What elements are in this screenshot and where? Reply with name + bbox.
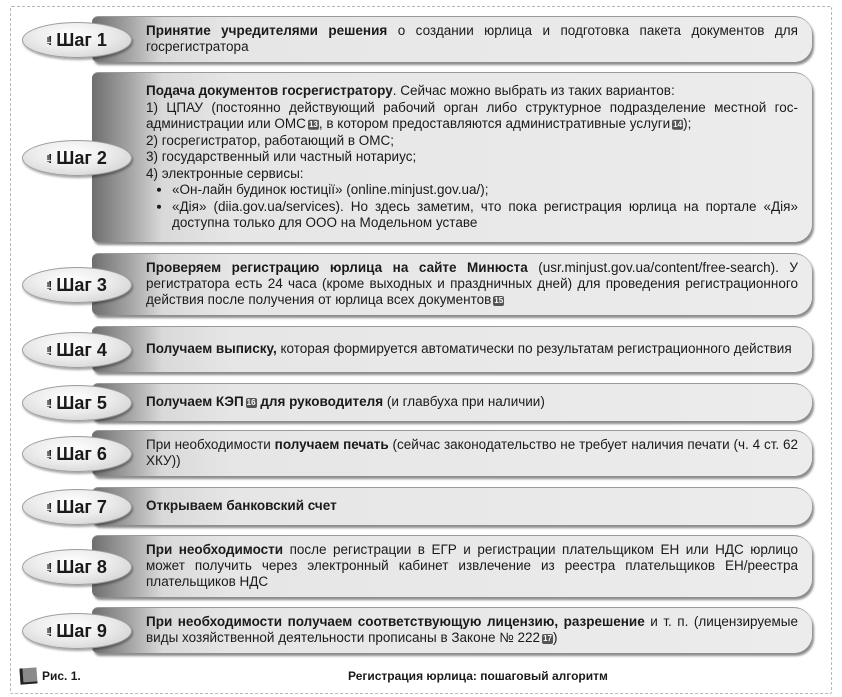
- footsteps-icon: ᵎ!: [47, 277, 52, 293]
- footsteps-icon: ᵎ!: [47, 32, 52, 48]
- step-3: [22, 253, 812, 315]
- step-9: [22, 607, 812, 653]
- step-2: [22, 72, 812, 242]
- step-text: Получаем выписку, которая формируется автоматически по результатам регистрационного действия: [146, 341, 792, 356]
- step-badge: ᵎ! Шаг 8: [22, 549, 132, 585]
- footsteps-icon: ᵎ!: [47, 623, 52, 639]
- step-badge: ᵎ! Шаг 7: [22, 489, 132, 525]
- step-badge: ᵎ! Шаг 3: [22, 267, 132, 303]
- footsteps-icon: ᵎ!: [47, 150, 52, 166]
- step-text: Проверяем регистрацию юрлица на сайте Минюста (usr.minjust.gov.ua/content/free-search). У регистратора есть 24 часа (кроме выходных и праздничных дней) для проведения регистрационного действия после получения от юрлица всех документов 15: [146, 260, 798, 307]
- footsteps-icon: ᵎ!: [47, 342, 52, 358]
- footnote-marker[interactable]: 17: [543, 634, 552, 643]
- step-text: Открываем банковский счет: [146, 498, 337, 513]
- step-badge: ᵎ! Шаг 9: [22, 613, 132, 649]
- step-text: Получаем КЭП 16 для руководителя (и главбуха при наличии): [146, 394, 545, 409]
- step-badge: ᵎ! Шаг 1: [22, 22, 132, 58]
- step-5: [22, 383, 812, 421]
- list-item: • «Он-лайн будинок юстиції» (online.minjust.gov.ua/);: [172, 182, 798, 199]
- footnote-marker[interactable]: 15: [494, 296, 504, 305]
- list-item: • «Дія» (diia.gov.ua/services). Но здесь заметим, что пока регистрация юрлица на портале «Дія» доступна только для ООО на Модельном уставе: [172, 198, 798, 231]
- figure-number: Рис. 1.: [42, 669, 81, 683]
- step-text: При необходимости после регистрации в ЕГР и регистрации плательщиком ЕН или НДС юрлицо может получить через электронный кабинет извлечение из реестра плательщиков ЕН/реестра плательщиков НДС: [146, 542, 798, 589]
- figure-title: Регистрация юрлица: пошаговый алгоритм: [348, 669, 608, 683]
- step-1: [22, 16, 812, 62]
- step-text: При необходимости получаем соответствующую лицензию, разрешение и т. п. (лицензируемые виды хозяйственной деятельности прописаны в Законе № 222 17): [146, 614, 799, 645]
- step-6: [22, 430, 812, 476]
- step-text: При необходимости получаем печать (сейчас законодательство не требует наличия печати (ч. 4 ст. 62 ХКУ)): [146, 437, 798, 468]
- step-text: Подача документов госрегистратору. Сейчас можно выбрать из таких вариантов: 1) ЦПАУ (постоянно действующий рабочий орган либо структурное подразделение местной гос-администрации или ОМС 13, в котором предоставляются административные услуги 14); 2) госрегистратор, работающий в ОМС; 3) государственный или частный нотариус; 4) электронные сервисы: • «Он-лайн будинок юстиції» (online.minjust.gov.ua/); • «Дія» (diia.gov.ua/services). Но здесь заметим, что пока регистрация юрлица на портале «Дія» доступна только для ООО на Модельном уставе: [146, 83, 798, 232]
- footsteps-icon: ᵎ!: [47, 395, 52, 411]
- square-icon: [19, 667, 37, 684]
- step-badge: ᵎ! Шаг 5: [22, 385, 132, 421]
- footsteps-icon: ᵎ!: [47, 446, 52, 462]
- step-8: [22, 535, 812, 597]
- footsteps-icon: ᵎ!: [47, 559, 52, 575]
- footnote-marker[interactable]: 13: [308, 119, 318, 129]
- footnote-marker[interactable]: 14: [673, 119, 683, 129]
- step-7: [22, 487, 812, 525]
- footnote-marker[interactable]: 16: [246, 398, 256, 407]
- step-text: Принятие учредителями решения о создании юрлица и подготовка пакета документов для госрегистратора: [146, 23, 798, 54]
- step-badge: ᵎ! Шаг 6: [22, 436, 132, 472]
- step-badge: ᵎ! Шаг 2: [22, 140, 132, 176]
- footsteps-icon: ᵎ!: [47, 499, 52, 515]
- step-4: [22, 326, 812, 372]
- step-badge: ᵎ! Шаг 4: [22, 332, 132, 368]
